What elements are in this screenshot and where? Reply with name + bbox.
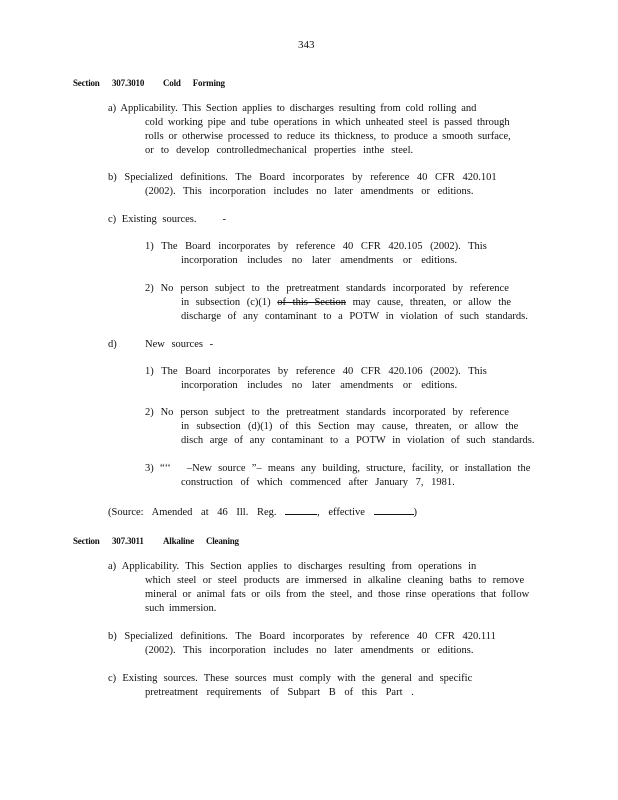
- paragraph-d-heading-text: New sources: [145, 339, 203, 350]
- section-number: 307.3011: [112, 536, 144, 546]
- paragraph-d-dash: -: [209, 339, 214, 350]
- struck-text: of this Section: [277, 297, 346, 308]
- item-c1-line: incorporation includes no later amendments or editions.: [181, 255, 458, 266]
- paragraph-a-line: cold working pipe and tube operations in which unheated steel is passed through: [145, 117, 510, 128]
- source-note: [108, 504, 417, 520]
- section-label: Section: [73, 78, 100, 88]
- paragraph-b-line: (2002). This incorporation includes no later amendments or editions.: [145, 186, 474, 197]
- paragraph-b-line: (2002). This incorporation includes no later amendments or editions.: [145, 645, 474, 656]
- item-d3-label: 3) “‘‘: [145, 463, 171, 474]
- item-d3-text: –New source ”– means any building, structure, facility, or installation the: [186, 463, 531, 474]
- item-c2-line: [181, 296, 511, 310]
- paragraph-a-line: mineral or animal fats or oils from the steel, and those rinse operations that follow: [145, 589, 530, 600]
- paragraph-c-line: c) Existing sources. These sources must comply with the general and specific: [108, 673, 473, 684]
- paragraph-c-line: pretreatment requirements of Subpart B of this Part .: [145, 687, 414, 698]
- paragraph-a-line: a) Applicability. This Section applies to discharges resulting from operations in: [108, 561, 477, 572]
- blank-line: [285, 504, 317, 515]
- section-number: 307.3010: [112, 78, 145, 88]
- item-d2-line: 2) No person subject to the pretreatment standards incorporated by reference: [145, 407, 509, 418]
- item-d2-line: in subsection (d)(1) of this Section may cause, threaten, or allow the: [181, 421, 519, 432]
- paragraph-a-line: or to develop controlledmechanical properties inthe steel.: [145, 145, 414, 156]
- paragraph-c-dash: -: [222, 214, 227, 225]
- blank-line: [374, 504, 414, 515]
- item-c2-line: discharge of any contaminant to a POTW in violation of such standards.: [181, 311, 528, 322]
- paragraph-b-line: b) Specialized definitions. The Board incorporates by reference 40 CFR 420.101: [108, 172, 497, 183]
- section-title: Cold Forming: [163, 78, 225, 88]
- item-d3-line: [145, 462, 530, 476]
- section-title: Alkaline Cleaning: [163, 536, 239, 546]
- paragraph-c-heading: [108, 213, 226, 227]
- paragraph-a-line: which steel or steel products are immersed in alkaline cleaning baths to remove: [145, 575, 525, 586]
- paragraph-c-heading-text: c) Existing sources.: [108, 214, 197, 225]
- item-c2-text: may cause, threaten, or allow the: [352, 297, 512, 308]
- item-d3-line: construction of which commenced after January 7, 1981.: [181, 477, 455, 488]
- paragraph-d-heading: [145, 338, 213, 352]
- source-note-text: (Source: Amended at 46 Ill. Reg.: [108, 507, 277, 518]
- page-number: 343: [298, 39, 315, 51]
- source-note-text: , effective: [317, 507, 365, 518]
- paragraph-b-line: b) Specialized definitions. The Board incorporates by reference 40 CFR 420.111: [108, 631, 496, 642]
- section-label: Section: [73, 536, 100, 546]
- item-d2-line: disch arge of any contaminant to a POTW in violation of such standards.: [181, 435, 535, 446]
- paragraph-a-line: such immersion.: [145, 603, 217, 614]
- item-c2-text: in subsection (c)(1): [181, 297, 271, 308]
- item-c2-line: 2) No person subject to the pretreatment standards incorporated by reference: [145, 283, 509, 294]
- source-note-text: ): [413, 507, 418, 518]
- paragraph-a-line: rolls or otherwise processed to reduce its thickness, to produce a smooth surface,: [145, 131, 511, 142]
- item-d1-line: 1) The Board incorporates by reference 40 CFR 420.106 (2002). This: [145, 366, 487, 377]
- paragraph-d-label: d): [108, 339, 117, 350]
- item-d1-line: incorporation includes no later amendments or editions.: [181, 380, 458, 391]
- paragraph-a-line: a) Applicability. This Section applies to discharges resulting from cold rolling and: [108, 103, 477, 114]
- item-c1-line: 1) The Board incorporates by reference 40 CFR 420.105 (2002). This: [145, 241, 487, 252]
